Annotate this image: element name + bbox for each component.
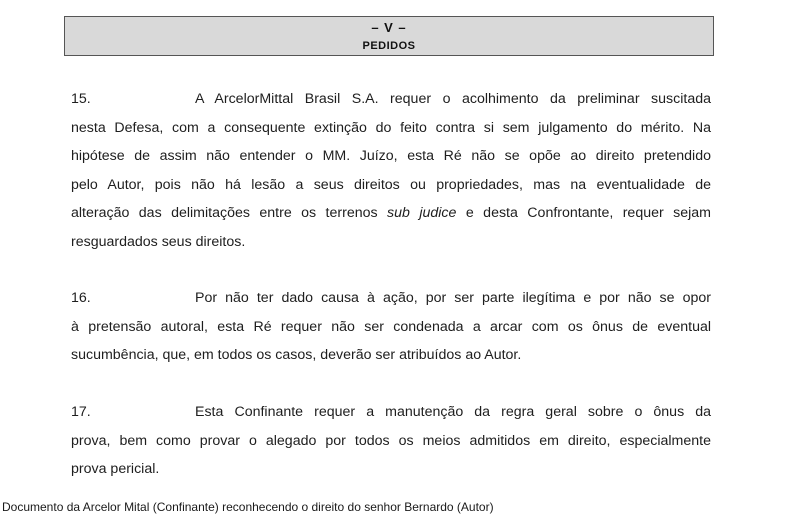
paragraph-line: sucumbência, que, em todos os casos, deverão ser atribuídos ao Autor.: [71, 347, 522, 364]
section-number: – V –: [371, 20, 407, 35]
image-caption: Documento da Arcelor Mital (Confinante) reconhecendo o direito do senhor Bernardo (Autor): [2, 500, 494, 514]
italic-term: sub judice: [387, 205, 457, 222]
paragraph-line: [71, 85, 711, 114]
paragraph-line: hipótese de assim não entender o MM. Juízo, esta Ré não se opõe ao direito pretendido: [71, 148, 711, 165]
paragraph-line: [71, 284, 711, 313]
paragraph-line: pelo Autor, pois não há lesão a seus direitos ou propriedades, mas na eventualidade de: [71, 176, 711, 193]
paragraph-number: 16.: [71, 290, 91, 306]
paragraph-number: 15.: [71, 91, 91, 107]
paragraph-line: nesta Defesa, com a consequente extinção do feito contra si sem julgamento do mérito. Na: [71, 119, 711, 136]
paragraph-text: e desta Confrontante, requer sejam: [465, 205, 711, 222]
paragraph-17: [71, 398, 711, 484]
paragraph-line: resguardados seus direitos.: [71, 233, 246, 250]
paragraph-line: prova, bem como provar o alegado por todos os meios admitidos em direito, especialmente: [71, 432, 711, 449]
paragraph-15: [71, 85, 711, 257]
section-header: [64, 16, 714, 56]
paragraph-line: prova pericial.: [71, 461, 160, 478]
paragraph-text: A ArcelorMittal Brasil S.A. requer o acolhimento da preliminar suscitada: [195, 91, 711, 107]
paragraph-line: [71, 199, 711, 228]
paragraph-text: alteração das delimitações entre os terrenos: [71, 205, 378, 222]
paragraph-text: Esta Confinante requer a manutenção da regra geral sobre o ônus da: [195, 404, 711, 420]
paragraph-16: [71, 284, 711, 370]
section-title: PEDIDOS: [362, 40, 416, 52]
paragraph-line: [71, 398, 711, 427]
paragraph-number: 17.: [71, 404, 91, 420]
paragraph-line: à pretensão autoral, esta Ré requer não ser condenada a arcar com os ônus de eventual: [71, 318, 711, 335]
paragraph-text: Por não ter dado causa à ação, por ser parte ilegítima e por não se opor: [195, 290, 711, 306]
